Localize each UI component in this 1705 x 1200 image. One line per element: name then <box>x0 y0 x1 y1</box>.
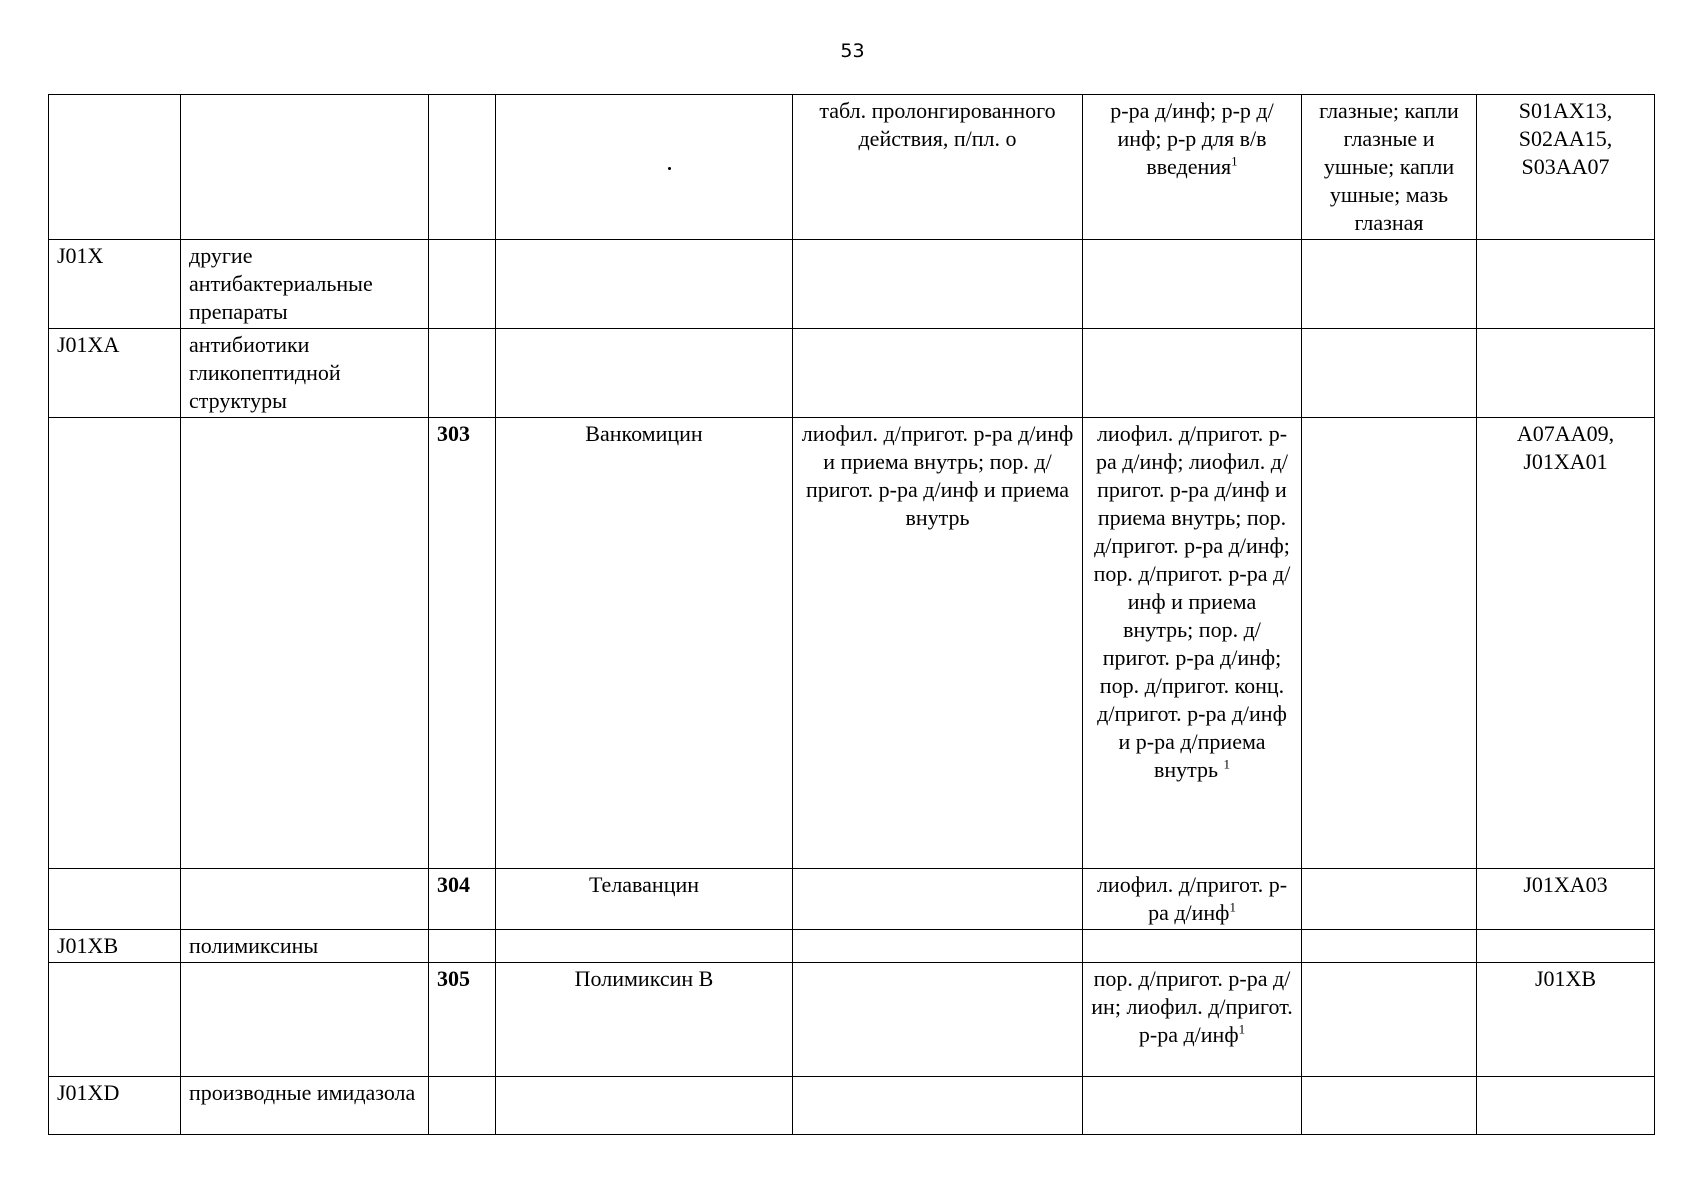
form-3-cell <box>1302 329 1477 418</box>
table-row <box>49 418 1655 869</box>
drug-name-cell: Полимиксин В <box>496 963 793 1077</box>
atc-full-cell <box>1477 1077 1655 1135</box>
group-name-cell: производные имидазола <box>181 1077 429 1135</box>
stray-dot-mark <box>668 167 671 170</box>
form-2-cell <box>1083 869 1302 930</box>
form-3-cell <box>1302 418 1477 869</box>
atc-full-cell: J01XA03 <box>1477 869 1655 930</box>
form-3-cell <box>1302 963 1477 1077</box>
group-name-cell: антибиотики гликопептидной структуры <box>181 329 429 418</box>
number-cell <box>429 1077 496 1135</box>
form-1-cell <box>793 869 1083 930</box>
table-row <box>49 240 1655 329</box>
footnote-mark: 1 <box>1229 899 1236 915</box>
atc-code-cell: J01X <box>49 240 181 329</box>
drug-name-cell <box>496 930 793 963</box>
group-name-cell: полимиксины <box>181 930 429 963</box>
footnote-mark: 1 <box>1231 153 1238 169</box>
atc-code-cell <box>49 963 181 1077</box>
form-2-cell <box>1083 95 1302 240</box>
atc-full-cell: A07AA09, J01XA01 <box>1477 418 1655 869</box>
atc-full-cell <box>1477 240 1655 329</box>
drug-name-cell: Ванкомицин <box>496 418 793 869</box>
form-2-text: лиофил. д/пригот. р-ра д/инф <box>1096 872 1288 925</box>
drug-name-cell: Телаванцин <box>496 869 793 930</box>
atc-code-cell <box>49 869 181 930</box>
form-1-cell <box>793 1077 1083 1135</box>
form-2-cell <box>1083 240 1302 329</box>
form-3-cell <box>1302 930 1477 963</box>
table-row <box>49 963 1655 1077</box>
atc-code-cell <box>49 95 181 240</box>
number-cell <box>429 329 496 418</box>
form-1-cell <box>793 963 1083 1077</box>
form-2-cell <box>1083 329 1302 418</box>
atc-code-cell: J01XA <box>49 329 181 418</box>
form-2-text: лиофил. д/пригот. р-ра д/инф; лиофил. д/пригот. р-ра д/инф и приема внутрь; пор. д/пригот. р-ра д/инф; пор. д/пригот. р-ра д/инф и приема внутрь; пор. д/пригот. р-ра д/инф; пор. д/пригот. конц. д/пригот. р-ра д/инф и р-ра д/приема внутрь <box>1093 421 1291 782</box>
form-2-text: пор. д/пригот. р-ра д/ин; лиофил. д/пригот. р-ра д/инф <box>1091 966 1293 1047</box>
atc-code-cell: J01XD <box>49 1077 181 1135</box>
form-2-cell <box>1083 963 1302 1077</box>
form-1-cell: табл. пролонгированного действия, п/пл. о <box>793 95 1083 240</box>
form-2-text: р-ра д/инф; р-р д/инф; р-р для в/в введения <box>1110 98 1274 179</box>
drug-list-table <box>48 94 1655 1135</box>
drug-name-cell <box>496 1077 793 1135</box>
group-name-cell <box>181 869 429 930</box>
table-row <box>49 329 1655 418</box>
number-cell <box>429 95 496 240</box>
number-cell <box>429 240 496 329</box>
form-2-cell <box>1083 1077 1302 1135</box>
form-3-cell <box>1302 1077 1477 1135</box>
number-cell: 303 <box>429 418 496 869</box>
form-1-cell <box>793 240 1083 329</box>
number-cell: 304 <box>429 869 496 930</box>
drug-name-cell <box>496 329 793 418</box>
form-1-cell: лиофил. д/пригот. р-ра д/инф и приема внутрь; пор. д/пригот. р-ра д/инф и приема внутрь <box>793 418 1083 869</box>
atc-full-cell <box>1477 930 1655 963</box>
form-3-cell <box>1302 240 1477 329</box>
number-cell: 305 <box>429 963 496 1077</box>
drug-name-cell <box>496 95 793 240</box>
form-1-cell <box>793 930 1083 963</box>
atc-code-cell <box>49 418 181 869</box>
group-name-cell <box>181 418 429 869</box>
table-row <box>49 1077 1655 1135</box>
table-row <box>49 869 1655 930</box>
footnote-mark: 1 <box>1223 756 1231 772</box>
atc-full-cell: S01AX13, S02AA15, S03AA07 <box>1477 95 1655 240</box>
form-2-cell <box>1083 418 1302 869</box>
drug-name-cell <box>496 240 793 329</box>
group-name-cell <box>181 95 429 240</box>
table-row <box>49 95 1655 240</box>
footnote-mark: 1 <box>1238 1021 1246 1037</box>
atc-full-cell: J01XB <box>1477 963 1655 1077</box>
form-2-cell <box>1083 930 1302 963</box>
form-3-cell: глазные; капли глазные и ушные; капли ушные; мазь глазная <box>1302 95 1477 240</box>
number-cell <box>429 930 496 963</box>
page-number: 53 <box>840 40 865 62</box>
form-1-cell <box>793 329 1083 418</box>
group-name-cell <box>181 963 429 1077</box>
form-3-cell <box>1302 869 1477 930</box>
table-row <box>49 930 1655 963</box>
atc-code-cell: J01XB <box>49 930 181 963</box>
atc-full-cell <box>1477 329 1655 418</box>
group-name-cell: другие антибактериальные препараты <box>181 240 429 329</box>
